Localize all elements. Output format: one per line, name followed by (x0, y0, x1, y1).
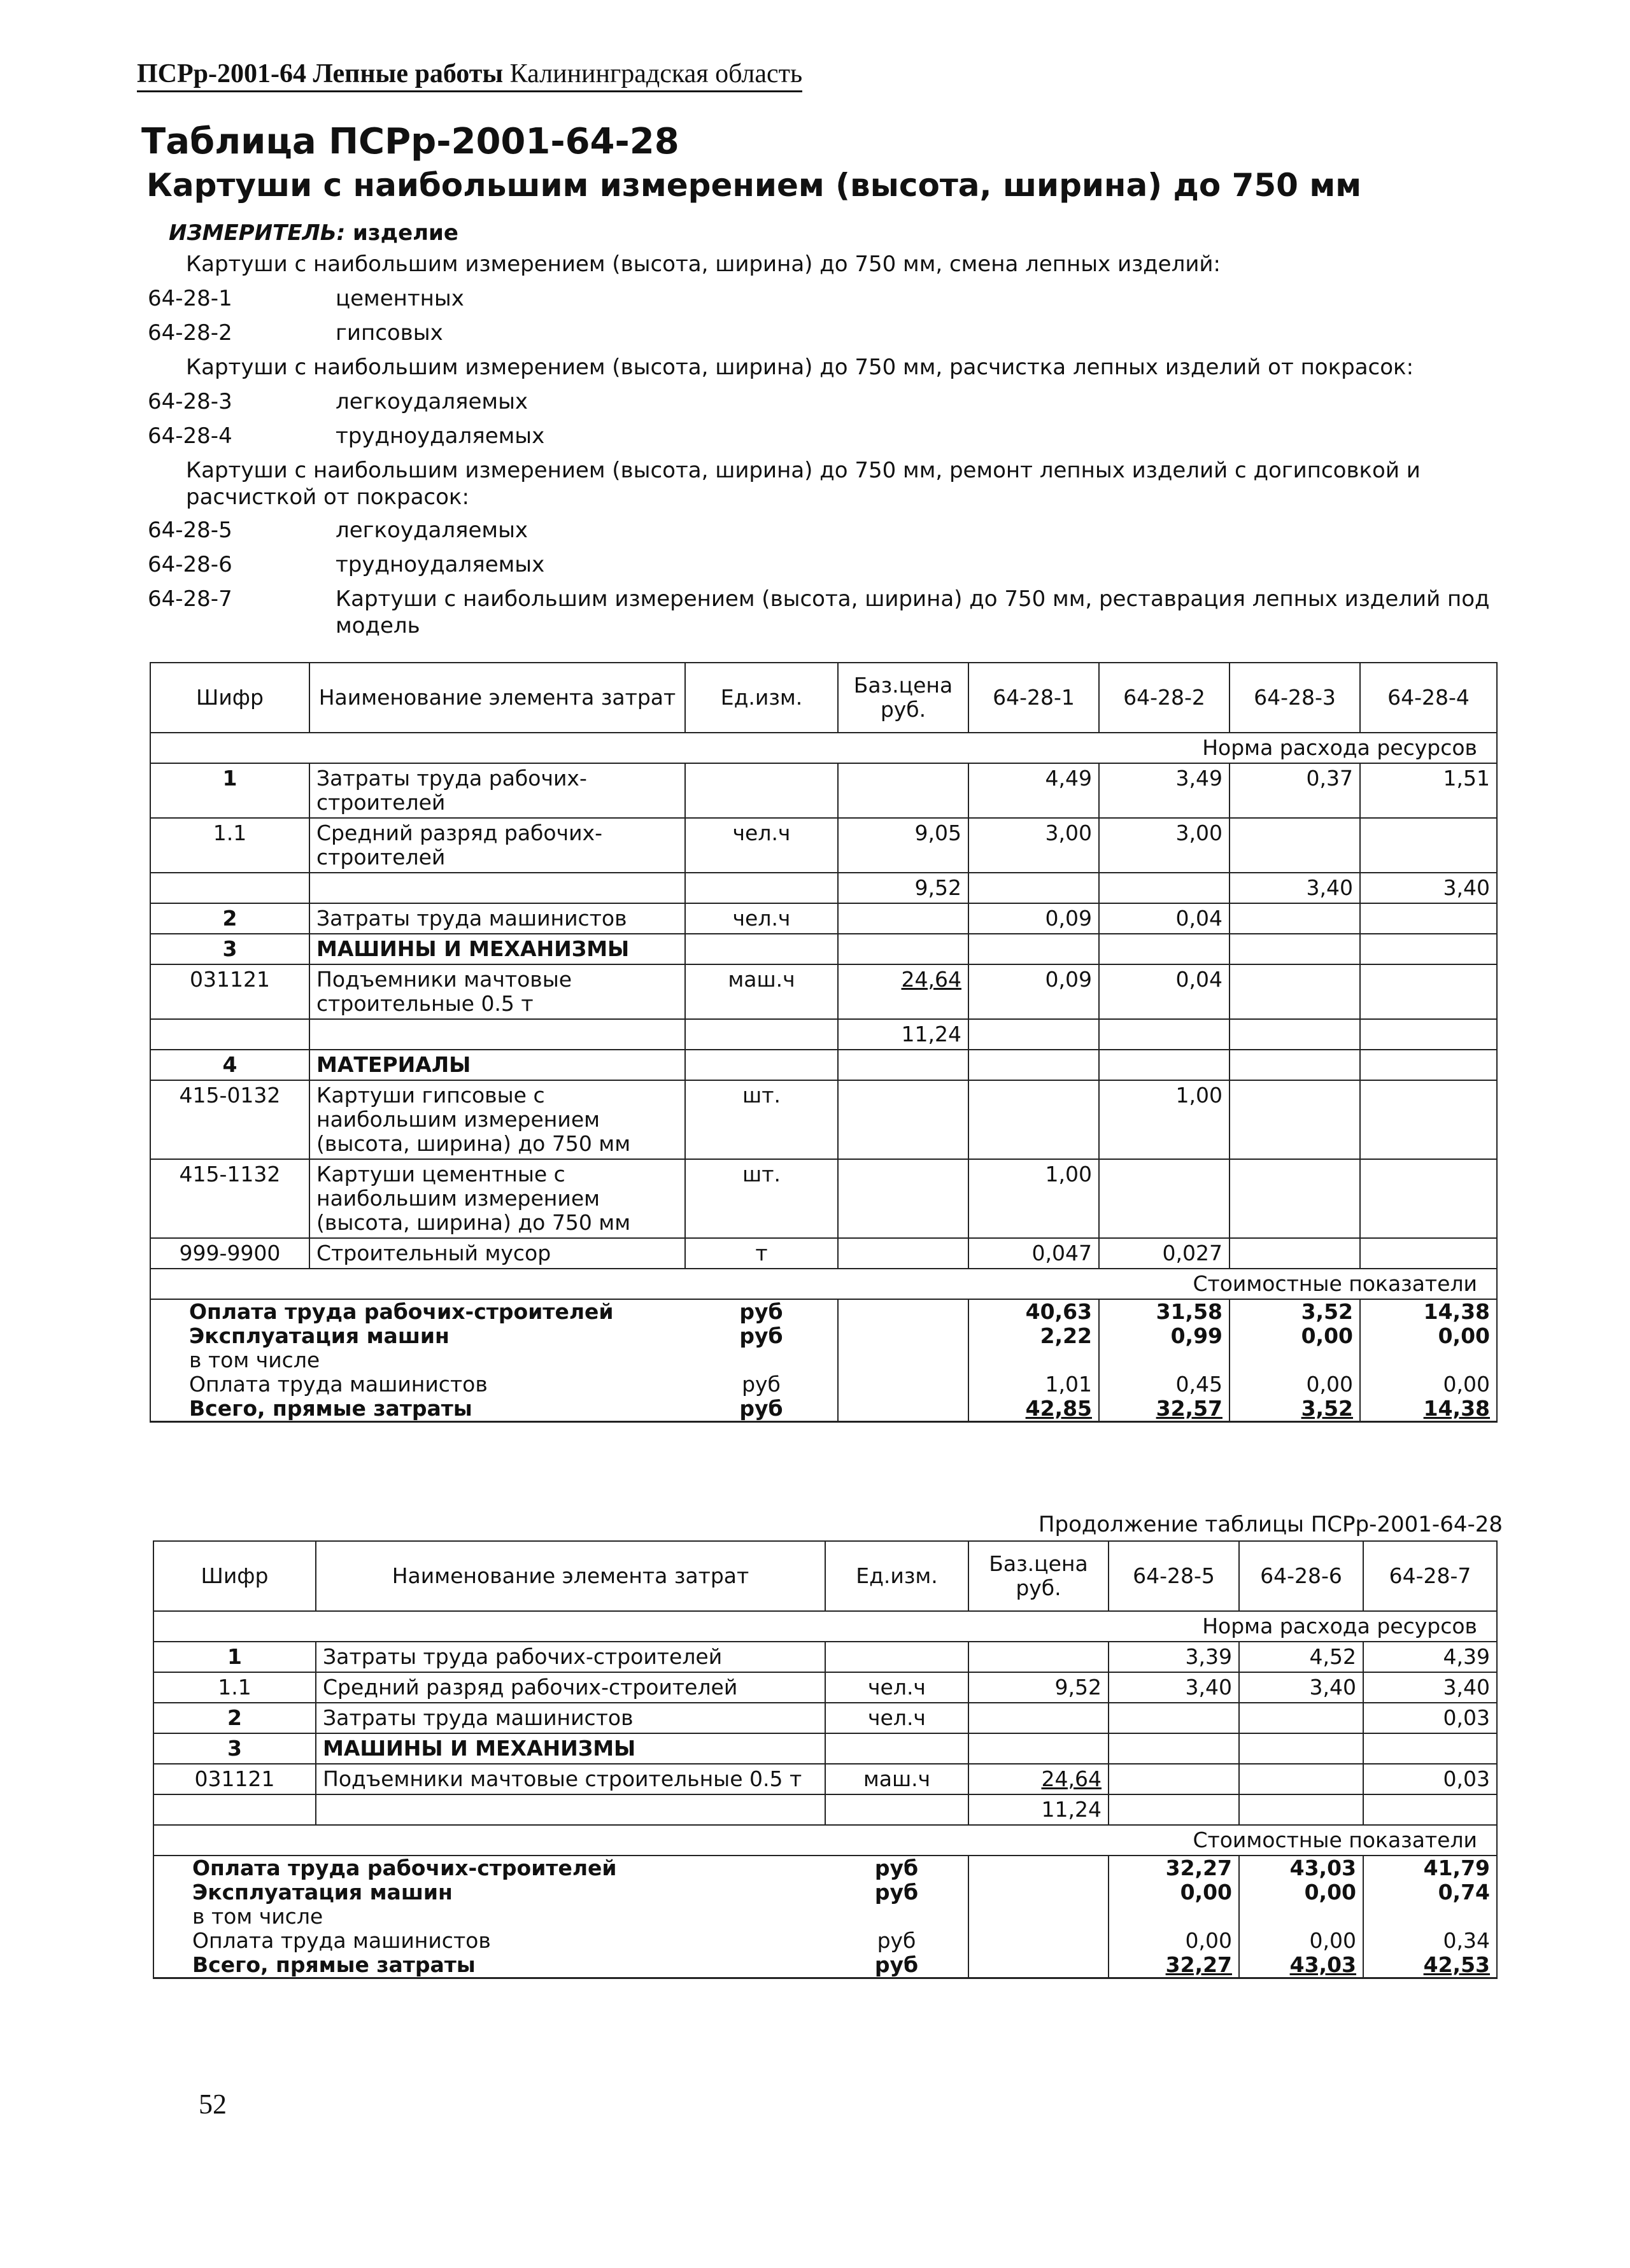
value-cell (1360, 1019, 1497, 1050)
section-label: Стоимостные показатели (153, 1825, 1497, 1856)
table-row (150, 1159, 1497, 1238)
table-row (150, 818, 1497, 873)
cipher-cell (150, 873, 309, 903)
cost-value-cell: 32,27 (1109, 1856, 1239, 1880)
cost-name-cell: Оплата труда рабочих-строителей (150, 1299, 685, 1324)
value-cell (1099, 1050, 1230, 1080)
value-cell: 3,40 (1230, 873, 1360, 903)
name-cell: Затраты труда машинистов (309, 903, 685, 934)
cost-value-cell (968, 1348, 1099, 1372)
cost-value-cell: 0,00 (1360, 1372, 1497, 1397)
cost-row (153, 1856, 1497, 1880)
value-cell: 3,00 (968, 818, 1099, 873)
cost-unit-cell: руб (825, 1953, 968, 1978)
cost-unit-cell: руб (685, 1372, 838, 1397)
value-cell: 3,40 (1239, 1672, 1363, 1703)
column-header: 64-28-3 (1230, 663, 1360, 733)
value-cell (1360, 1159, 1497, 1238)
cipher-cell: 031121 (153, 1764, 316, 1794)
name-cell (309, 873, 685, 903)
unit-cell (685, 763, 838, 818)
cost-unit-cell: руб (685, 1397, 838, 1422)
cost-price-cell (838, 1324, 968, 1348)
cost-value-cell: 1,01 (968, 1372, 1099, 1397)
running-head-code: ПСРр-2001-64 Лепные работы (137, 59, 504, 88)
table-header-row (153, 1541, 1497, 1611)
column-header: 64-28-1 (968, 663, 1099, 733)
work-code: 64-28-4 (148, 423, 232, 449)
value-cell (1360, 1080, 1497, 1159)
table-row (150, 903, 1497, 934)
value-cell (1363, 1794, 1497, 1825)
cost-value-cell: 40,63 (968, 1299, 1099, 1324)
name-cell: Подъемники мачтовые строительные 0.5 т (309, 964, 685, 1019)
value-cell (1109, 1794, 1239, 1825)
work-code: 64-28-5 (148, 518, 232, 543)
name-cell (309, 1019, 685, 1050)
meter (169, 220, 458, 246)
cost-price-cell (968, 1856, 1109, 1880)
cost-value-cell: 43,03 (1239, 1953, 1363, 1978)
cipher-cell: 031121 (150, 964, 309, 1019)
cipher-cell: 4 (150, 1050, 309, 1080)
table-row (153, 1794, 1497, 1825)
cost-value-cell: 3,52 (1230, 1397, 1360, 1422)
section-label: Стоимостные показатели (150, 1269, 1497, 1299)
cost-price-cell (838, 1397, 968, 1422)
value-cell (1230, 818, 1360, 873)
cost-row (150, 1299, 1497, 1324)
price-cell: 9,52 (838, 873, 968, 903)
name-cell (316, 1794, 825, 1825)
cost-name-cell: в том числе (153, 1905, 825, 1929)
value-cell (1360, 903, 1497, 934)
value-cell (1360, 964, 1497, 1019)
page-number: 52 (199, 2088, 227, 2120)
table-title: Таблица ПСРр-2001-64-28 (141, 121, 679, 162)
work-code: 64-28-6 (148, 552, 232, 577)
cipher-cell: 1.1 (150, 818, 309, 873)
value-cell: 1,00 (968, 1159, 1099, 1238)
cost-value-cell (1109, 1905, 1239, 1929)
cost-name-cell: Оплата труда рабочих-строителей (153, 1856, 825, 1880)
cost-value-cell (1363, 1905, 1497, 1929)
price-cell (838, 903, 968, 934)
cost-value-cell: 0,00 (1360, 1324, 1497, 1348)
cost-value-cell: 42,53 (1363, 1953, 1497, 1978)
column-header: Ед.изм. (685, 663, 838, 733)
value-cell: 3,40 (1363, 1672, 1497, 1703)
column-header: Наименование элемента затрат (316, 1541, 825, 1611)
value-cell (1239, 1764, 1363, 1794)
table-subtitle: Картуши с наибольшим измерением (высота, ширина) до 750 мм (146, 167, 1362, 204)
cipher-cell (150, 1019, 309, 1050)
cost-unit-cell: руб (825, 1929, 968, 1953)
unit-cell (685, 934, 838, 964)
cipher-cell: 1 (153, 1642, 316, 1672)
unit-cell: чел.ч (685, 818, 838, 873)
cost-value-cell: 2,22 (968, 1324, 1099, 1348)
table-row (153, 1672, 1497, 1703)
cost-price-cell (968, 1905, 1109, 1929)
cost-row (150, 1324, 1497, 1348)
unit-cell (825, 1733, 968, 1764)
column-header: Наименование элемента затрат (309, 663, 685, 733)
cipher-cell (153, 1794, 316, 1825)
cipher-cell: 415-0132 (150, 1080, 309, 1159)
work-description-cont: модель (336, 613, 420, 638)
unit-cell: чел.ч (825, 1703, 968, 1733)
unit-cell (685, 1050, 838, 1080)
cost-name-cell: Эксплуатация машин (153, 1880, 825, 1905)
price-cell (838, 1050, 968, 1080)
value-cell: 0,027 (1099, 1238, 1230, 1269)
cipher-cell: 2 (150, 903, 309, 934)
work-description: трудноудаляемых (336, 552, 545, 577)
value-cell (968, 1019, 1099, 1050)
column-header: 64-28-5 (1109, 1541, 1239, 1611)
value-cell: 3,40 (1360, 873, 1497, 903)
cost-row (153, 1880, 1497, 1905)
price-cell: 11,24 (838, 1019, 968, 1050)
price-cell: 24,64 (838, 964, 968, 1019)
work-description: Картуши с наибольшим измерением (высота, ширина) до 750 мм, реставрация лепных изделий под (336, 586, 1490, 612)
cost-value-cell: 3,52 (1230, 1299, 1360, 1324)
unit-cell: шт. (685, 1159, 838, 1238)
column-header: 64-28-6 (1239, 1541, 1363, 1611)
value-cell (1230, 1019, 1360, 1050)
value-cell (1363, 1733, 1497, 1764)
cost-price-cell (968, 1929, 1109, 1953)
table-header-row (150, 663, 1497, 733)
cost-name-cell: в том числе (150, 1348, 685, 1372)
section-row (153, 1825, 1497, 1856)
name-cell: Затраты труда машинистов (316, 1703, 825, 1733)
value-cell: 3,49 (1099, 763, 1230, 818)
value-cell: 0,37 (1230, 763, 1360, 818)
cost-row (150, 1348, 1497, 1372)
name-cell: Затраты труда рабочих-строителей (309, 763, 685, 818)
work-description: гипсовых (336, 320, 443, 346)
price-cell (838, 1080, 968, 1159)
cost-name-cell: Оплата труда машинистов (150, 1372, 685, 1397)
price-cell (968, 1642, 1109, 1672)
value-cell (968, 1080, 1099, 1159)
cost-unit-cell (685, 1348, 838, 1372)
cost-value-cell: 32,27 (1109, 1953, 1239, 1978)
table-row (153, 1733, 1497, 1764)
unit-cell (685, 1019, 838, 1050)
column-header: Шифр (153, 1541, 316, 1611)
section-row (150, 1269, 1497, 1299)
section-label: Норма расхода ресурсов (150, 733, 1497, 763)
table-row (150, 763, 1497, 818)
value-cell (1360, 1238, 1497, 1269)
value-cell: 0,04 (1099, 964, 1230, 1019)
value-cell: 4,52 (1239, 1642, 1363, 1672)
value-cell (968, 934, 1099, 964)
value-cell: 0,09 (968, 964, 1099, 1019)
cost-price-cell (838, 1348, 968, 1372)
name-cell: МАШИНЫ И МЕХАНИЗМЫ (309, 934, 685, 964)
cost-value-cell: 0,74 (1363, 1880, 1497, 1905)
value-cell (1109, 1733, 1239, 1764)
cost-price-cell (838, 1372, 968, 1397)
value-cell: 3,00 (1099, 818, 1230, 873)
unit-cell: шт. (685, 1080, 838, 1159)
value-cell: 0,047 (968, 1238, 1099, 1269)
value-cell (1230, 1050, 1360, 1080)
value-cell (1109, 1703, 1239, 1733)
name-cell: Картуши гипсовые с наибольшим измерением (высота, ширина) до 750 мм (309, 1080, 685, 1159)
cost-value-cell: 14,38 (1360, 1397, 1497, 1422)
work-code: 64-28-1 (148, 286, 232, 311)
value-cell (968, 1050, 1099, 1080)
name-cell: Средний разряд рабочих-строителей (309, 818, 685, 873)
section-row (150, 733, 1497, 763)
value-cell (1239, 1794, 1363, 1825)
name-cell: Подъемники мачтовые строительные 0.5 т (316, 1764, 825, 1794)
table-row (153, 1642, 1497, 1672)
name-cell: МАТЕРИАЛЫ (309, 1050, 685, 1080)
cipher-cell: 415-1132 (150, 1159, 309, 1238)
value-cell (1239, 1733, 1363, 1764)
cost-unit-cell: руб (685, 1324, 838, 1348)
cipher-cell: 999-9900 (150, 1238, 309, 1269)
value-cell (1239, 1703, 1363, 1733)
work-code: 64-28-3 (148, 389, 232, 414)
value-cell: 4,49 (968, 763, 1099, 818)
unit-cell: чел.ч (685, 903, 838, 934)
work-description: цементных (336, 286, 464, 311)
cost-price-cell (838, 1299, 968, 1324)
cipher-cell: 3 (150, 934, 309, 964)
value-cell (1099, 1159, 1230, 1238)
value-cell (1230, 1159, 1360, 1238)
cost-value-cell: 31,58 (1099, 1299, 1230, 1324)
column-header: 64-28-7 (1363, 1541, 1497, 1611)
value-cell: 0,03 (1363, 1764, 1497, 1794)
table-row (153, 1703, 1497, 1733)
table-row (150, 964, 1497, 1019)
table-row (150, 873, 1497, 903)
cost-value-cell (1239, 1905, 1363, 1929)
table-row (150, 1080, 1497, 1159)
value-cell (1230, 903, 1360, 934)
value-cell: 1,51 (1360, 763, 1497, 818)
price-cell (838, 1238, 968, 1269)
cost-value-cell: 43,03 (1239, 1856, 1363, 1880)
price-cell (968, 1733, 1109, 1764)
value-cell: 0,03 (1363, 1703, 1497, 1733)
column-header: Баз.цена руб. (968, 1541, 1109, 1611)
intro-paragraph-3-cont: расчисткой от покрасок: (186, 484, 469, 510)
cipher-cell: 1 (150, 763, 309, 818)
table-row (150, 1019, 1497, 1050)
value-cell: 0,09 (968, 903, 1099, 934)
cost-value-cell: 0,00 (1109, 1929, 1239, 1953)
table-row (150, 934, 1497, 964)
work-code: 64-28-7 (148, 586, 232, 612)
cost-name-cell: Оплата труда машинистов (153, 1929, 825, 1953)
value-cell: 1,00 (1099, 1080, 1230, 1159)
cost-row (150, 1372, 1497, 1397)
value-cell (1230, 964, 1360, 1019)
cost-unit-cell: руб (825, 1856, 968, 1880)
unit-cell: маш.ч (685, 964, 838, 1019)
unit-cell (825, 1642, 968, 1672)
continuation-caption: Продолжение таблицы ПСРр-2001-64-28 (1038, 1512, 1503, 1537)
cost-value-cell (1360, 1348, 1497, 1372)
name-cell: Картуши цементные с наибольшим измерением (высота, ширина) до 750 мм (309, 1159, 685, 1238)
price-cell (838, 763, 968, 818)
work-description: легкоудаляемых (336, 518, 528, 543)
column-header: Баз.цена руб. (838, 663, 968, 733)
unit-cell (685, 873, 838, 903)
meter-value: изделие (345, 220, 458, 246)
value-cell: 4,39 (1363, 1642, 1497, 1672)
cost-value-cell: 41,79 (1363, 1856, 1497, 1880)
cost-value-cell: 0,00 (1239, 1880, 1363, 1905)
value-cell (1230, 1080, 1360, 1159)
cost-value-cell: 42,85 (968, 1397, 1099, 1422)
column-header: Ед.изм. (825, 1541, 968, 1611)
cost-value-cell (1230, 1348, 1360, 1372)
value-cell: 0,04 (1099, 903, 1230, 934)
section-row (153, 1611, 1497, 1642)
cost-name-cell: Всего, прямые затраты (150, 1397, 685, 1422)
price-cell: 11,24 (968, 1794, 1109, 1825)
column-header: Шифр (150, 663, 309, 733)
value-cell (1099, 934, 1230, 964)
meter-label: ИЗМЕРИТЕЛЬ: (169, 220, 346, 246)
price-cell: 24,64 (968, 1764, 1109, 1794)
cost-value-cell: 0,00 (1230, 1324, 1360, 1348)
cost-value-cell: 0,00 (1109, 1880, 1239, 1905)
unit-cell (825, 1794, 968, 1825)
value-cell (1099, 1019, 1230, 1050)
cost-price-cell (968, 1880, 1109, 1905)
cost-row (153, 1953, 1497, 1978)
cost-value-cell: 0,34 (1363, 1929, 1497, 1953)
intro-paragraph-2: Картуши с наибольшим измерением (высота, ширина) до 750 мм, расчистка лепных изделий от покрасок: (186, 355, 1414, 380)
table-row (150, 1050, 1497, 1080)
value-cell (1099, 873, 1230, 903)
value-cell (1360, 1050, 1497, 1080)
cost-value-cell (1099, 1348, 1230, 1372)
running-head (137, 59, 802, 92)
resource-table-2 (153, 1540, 1498, 1979)
cipher-cell: 2 (153, 1703, 316, 1733)
cost-unit-cell (825, 1905, 968, 1929)
cost-unit-cell: руб (825, 1880, 968, 1905)
cost-value-cell: 0,99 (1099, 1324, 1230, 1348)
name-cell: МАШИНЫ И МЕХАНИЗМЫ (316, 1733, 825, 1764)
table-row (150, 1238, 1497, 1269)
cipher-cell: 1.1 (153, 1672, 316, 1703)
column-header: 64-28-2 (1099, 663, 1230, 733)
cost-unit-cell: руб (685, 1299, 838, 1324)
running-head-region: Калининградская область (503, 59, 803, 88)
cost-row (150, 1397, 1497, 1422)
value-cell (1360, 818, 1497, 873)
unit-cell: чел.ч (825, 1672, 968, 1703)
value-cell (1230, 1238, 1360, 1269)
intro-paragraph-1: Картуши с наибольшим измерением (высота, ширина) до 750 мм, смена лепных изделий: (186, 251, 1221, 277)
unit-cell: маш.ч (825, 1764, 968, 1794)
intro-paragraph-3: Картуши с наибольшим измерением (высота, ширина) до 750 мм, ремонт лепных изделий с догипсовкой и (186, 458, 1421, 483)
work-code: 64-28-2 (148, 320, 232, 346)
cost-value-cell: 0,00 (1230, 1372, 1360, 1397)
cipher-cell: 3 (153, 1733, 316, 1764)
cost-price-cell (968, 1953, 1109, 1978)
value-cell: 3,39 (1109, 1642, 1239, 1672)
unit-cell: т (685, 1238, 838, 1269)
cost-row (153, 1905, 1497, 1929)
cost-name-cell: Эксплуатация машин (150, 1324, 685, 1348)
cost-name-cell: Всего, прямые затраты (153, 1953, 825, 1978)
work-description: легкоудаляемых (336, 389, 528, 414)
work-description: трудноудаляемых (336, 423, 545, 449)
cost-value-cell: 0,00 (1239, 1929, 1363, 1953)
cost-value-cell: 32,57 (1099, 1397, 1230, 1422)
value-cell (1109, 1764, 1239, 1794)
price-cell: 9,52 (968, 1672, 1109, 1703)
name-cell: Средний разряд рабочих-строителей (316, 1672, 825, 1703)
price-cell (838, 934, 968, 964)
price-cell: 9,05 (838, 818, 968, 873)
section-label: Норма расхода ресурсов (153, 1611, 1497, 1642)
price-cell (968, 1703, 1109, 1733)
column-header: 64-28-4 (1360, 663, 1497, 733)
price-cell (838, 1159, 968, 1238)
name-cell: Затраты труда рабочих-строителей (316, 1642, 825, 1672)
value-cell (1360, 934, 1497, 964)
cost-value-cell: 14,38 (1360, 1299, 1497, 1324)
value-cell (968, 873, 1099, 903)
value-cell: 3,40 (1109, 1672, 1239, 1703)
cost-row (153, 1929, 1497, 1953)
value-cell (1230, 934, 1360, 964)
name-cell: Строительный мусор (309, 1238, 685, 1269)
table-row (153, 1764, 1497, 1794)
cost-value-cell: 0,45 (1099, 1372, 1230, 1397)
resource-table-1 (150, 662, 1498, 1423)
